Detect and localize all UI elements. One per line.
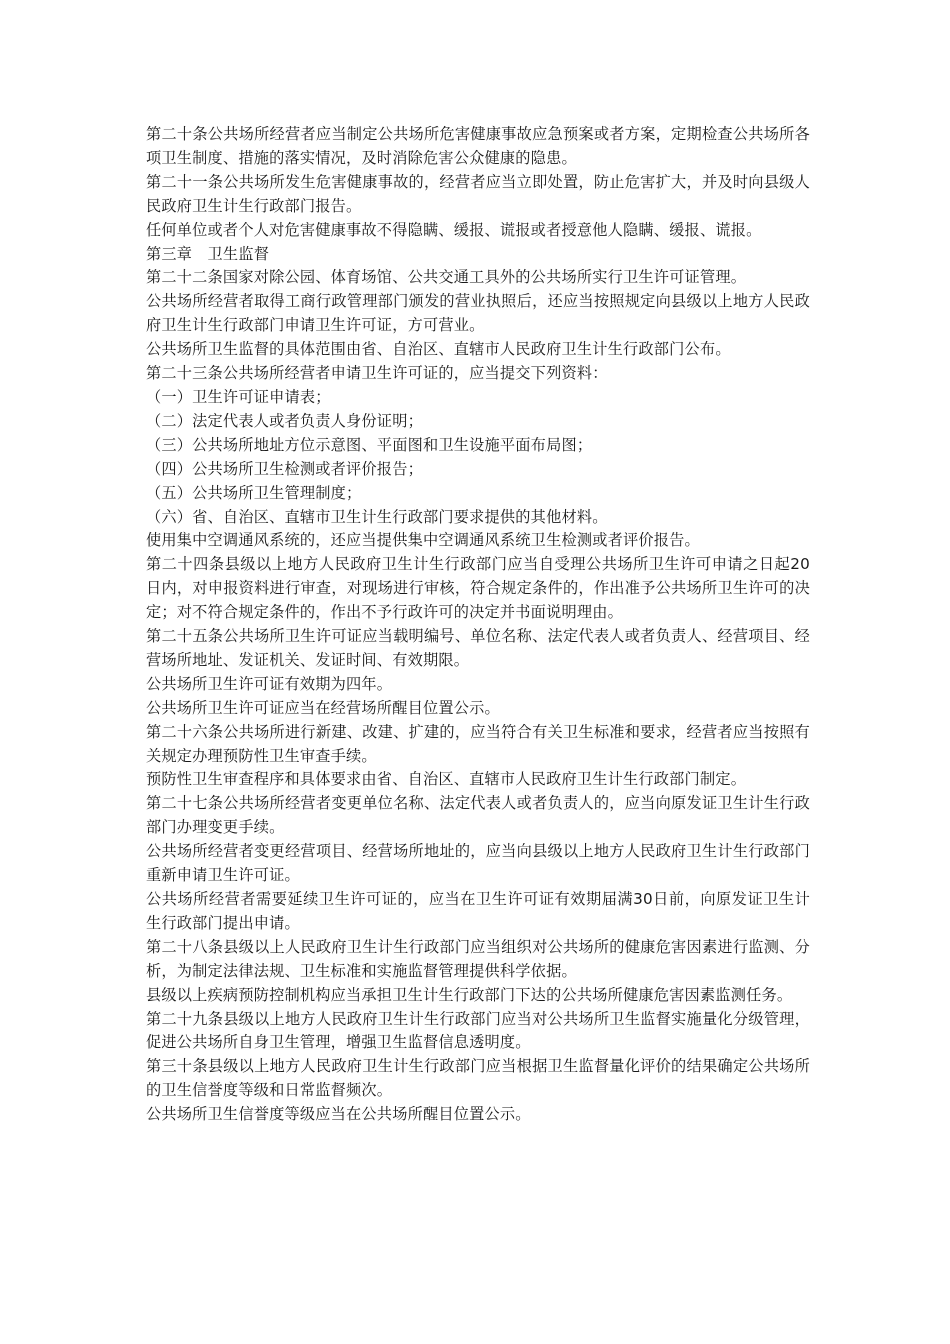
article-23-item-3: （三）公共场所地址方位示意图、平面图和卫生设施平面布局图； xyxy=(146,435,593,454)
article-30-clause-2: 公共场所卫生信誉度等级应当在公共场所醒目位置公示。 xyxy=(146,1105,531,1124)
article-23-paragraph: 第二十三条公共场所经营者申请卫生许可证的，应当提交下列资料： xyxy=(146,364,608,383)
article-25-paragraph: 第二十五条公共场所卫生许可证应当载明编号、单位名称、法定代表人或者负责人、经营项目、经营场所地址、发证机关、发证时间、有效期限。 xyxy=(146,627,810,669)
article-26-paragraph: 第二十六条公共场所进行新建、改建、扩建的，应当符合有关卫生标准和要求，经营者应当按照有关规定办理预防性卫生审查手续。 xyxy=(146,722,810,765)
article-21-paragraph: 第二十一条公共场所发生危害健康事故的，经营者应当立即处置，防止危害扩大，并及时向县级人民政府卫生计生行政部门报告。 xyxy=(146,172,810,215)
article-23-clause-2: 使用集中空调通风系统的，还应当提供集中空调通风系统卫生检测或者评价报告。 xyxy=(146,531,700,550)
article-22-paragraph: 第二十二条国家对除公园、体育场馆、公共交通工具外的公共场所实行卫生许可证管理。 xyxy=(146,268,747,287)
chapter-3-heading: 第三章 卫生监督 xyxy=(146,244,270,263)
article-25-clause-3: 公共场所卫生许可证应当在经营场所醒目位置公示。 xyxy=(146,698,500,717)
article-23-item-6: （六）省、自治区、直辖市卫生计生行政部门要求提供的其他材料。 xyxy=(146,507,608,526)
article-22-clause-2: 公共场所经营者取得工商行政管理部门颁发的营业执照后，还应当按照规定向县级以上地方人民政府卫生计生行政部门申请卫生许可证，方可营业。 xyxy=(146,292,810,335)
article-28-paragraph: 第二十八条县级以上人民政府卫生计生行政部门应当组织对公共场所的健康危害因素进行监测、分析，为制定法律法规、卫生标准和实施监督管理提供科学依据。 xyxy=(146,937,810,980)
article-23-item-1: （一）卫生许可证申请表； xyxy=(146,387,331,406)
article-23-item-2: （二）法定代表人或者负责人身份证明； xyxy=(146,411,423,430)
article-20-paragraph: 第二十条公共场所经营者应当制定公共场所危害健康事故应急预案或者方案，定期检查公共场所各项卫生制度、措施的落实情况，及时消除危害公众健康的隐患。 xyxy=(146,125,810,167)
article-29-paragraph: 第二十九条县级以上地方人民政府卫生计生行政部门应当对公共场所卫生监督实施量化分级管理，促进公共场所自身卫生管理，增强卫生监督信息透明度。 xyxy=(146,1009,810,1052)
article-27-paragraph: 第二十七条公共场所经营者变更单位名称、法定代表人或者负责人的，应当向原发证卫生计生行政部门办理变更手续。 xyxy=(146,794,810,837)
article-23-item-5: （五）公共场所卫生管理制度； xyxy=(146,483,362,502)
document-body xyxy=(146,123,810,1127)
article-28-clause-2: 县级以上疾病预防控制机构应当承担卫生计生行政部门下达的公共场所健康危害因素监测任务。 xyxy=(146,985,793,1004)
article-21-clause-2: 任何单位或者个人对危害健康事故不得隐瞒、缓报、谎报或者授意他人隐瞒、缓报、谎报。 xyxy=(146,220,762,239)
article-27-clause-3: 公共场所经营者需要延续卫生许可证的，应当在卫生许可证有效期届满30日前，向原发证卫生计生行政部门提出申请。 xyxy=(146,890,810,932)
article-23-item-4: （四）公共场所卫生检测或者评价报告； xyxy=(146,459,423,478)
article-24-paragraph: 第二十四条县级以上地方人民政府卫生计生行政部门应当自受理公共场所卫生许可申请之日起20日内，对申报资料进行审查，对现场进行审核，符合规定条件的，作出准予公共场所卫生许可的决定；对不符合规定条件的，作出不予行政许可的决定并书面说明理由。 xyxy=(146,555,810,622)
article-30-paragraph: 第三十条县级以上地方人民政府卫生计生行政部门应当根据卫生监督量化评价的结果确定公共场所的卫生信誉度等级和日常监督频次。 xyxy=(146,1057,810,1100)
article-22-clause-3: 公共场所卫生监督的具体范围由省、自治区、直辖市人民政府卫生计生行政部门公布。 xyxy=(146,340,731,359)
article-26-clause-2: 预防性卫生审查程序和具体要求由省、自治区、直辖市人民政府卫生计生行政部门制定。 xyxy=(146,770,747,789)
article-25-clause-2: 公共场所卫生许可证有效期为四年。 xyxy=(146,674,393,693)
article-27-clause-2: 公共场所经营者变更经营项目、经营场所地址的，应当向县级以上地方人民政府卫生计生行政部门重新申请卫生许可证。 xyxy=(146,842,810,885)
